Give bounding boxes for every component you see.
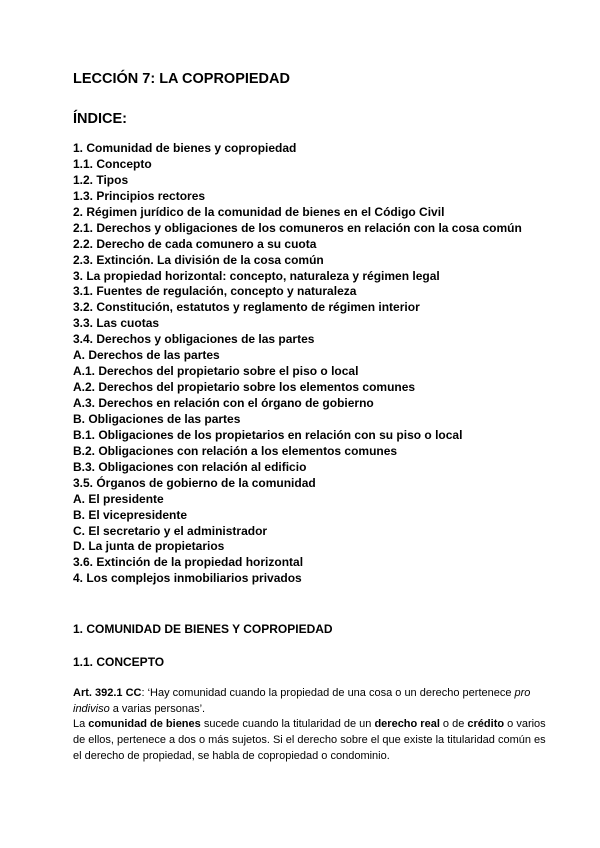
- toc-item: A.2. Derechos del propietario sobre los elementos comunes: [73, 380, 416, 395]
- bold-term: derecho real: [374, 718, 440, 730]
- paragraph-text: La: [73, 718, 89, 730]
- toc-item: 3. La propiedad horizontal: concepto, naturaleza y régimen legal: [73, 268, 440, 283]
- toc-item: A. Derechos de las partes: [73, 348, 220, 363]
- toc-item: 3.5. Órganos de gobierno de la comunidad: [73, 475, 316, 490]
- toc-item: 3.6. Extinción de la propiedad horizontal: [73, 555, 304, 570]
- toc-item: 1.3. Principios rectores: [73, 188, 206, 203]
- toc-item: 3.1. Fuentes de regulación, concepto y naturaleza: [73, 284, 357, 299]
- quote-italic-term: pro indiviso: [73, 687, 531, 715]
- paragraph-text: o de: [439, 718, 468, 730]
- toc-item: B.2. Obligaciones con relación a los elementos comunes: [73, 443, 398, 458]
- bold-term: crédito: [467, 718, 505, 730]
- paragraph-text: sucede cuando la titularidad de un: [200, 718, 375, 730]
- toc-item: 3.3. Las cuotas: [73, 316, 160, 331]
- index-heading: ÍNDICE:: [73, 111, 127, 127]
- toc-item: D. La junta de propietarios: [73, 539, 225, 554]
- toc-item: C. El secretario y el administrador: [73, 523, 268, 538]
- toc-item: A.1. Derechos del propietario sobre el piso o local: [73, 364, 359, 379]
- toc-item: 2.2. Derecho de cada comunero a su cuota: [73, 236, 317, 251]
- page-title: LECCIÓN 7: LA COPROPIEDAD: [73, 71, 290, 87]
- paragraph-text: o varios de ellos, pertenece a dos o más sujetos. Si el derecho sobre el que existe la titularidad común es el derecho de propiedad, se habla de copropiedad o condominio.: [73, 718, 546, 762]
- toc-item: A. El presidente: [73, 491, 164, 506]
- toc-item: B. El vicepresidente: [73, 507, 188, 522]
- section-heading: 1. COMUNIDAD DE BIENES Y COPROPIEDAD: [73, 622, 333, 636]
- toc-item: B. Obligaciones de las partes: [73, 411, 241, 426]
- toc-item: 2.1. Derechos y obligaciones de los comuneros en relación con la cosa común: [73, 220, 522, 235]
- quote-text-end: a varias personas’.: [109, 703, 206, 715]
- toc-item: 2.3. Extinción. La división de la cosa común: [73, 252, 324, 267]
- toc-item: 2. Régimen jurídico de la comunidad de bienes en el Código Civil: [73, 204, 445, 219]
- toc-item: B.3. Obligaciones con relación al edificio: [73, 459, 307, 474]
- subsection-heading: 1.1. CONCEPTO: [73, 655, 165, 669]
- toc-item: 1.2. Tipos: [73, 172, 129, 187]
- table-of-contents: [73, 141, 522, 587]
- article-reference: Art. 392.1 CC: [73, 687, 142, 699]
- toc-item: 4. Los complejos inmobiliarios privados: [73, 571, 302, 586]
- bold-term: comunidad de bienes: [88, 718, 201, 730]
- quote-text: : ‘Hay comunidad cuando la propiedad de una cosa o un derecho pertenece: [141, 687, 515, 699]
- toc-item: B.1. Obligaciones de los propietarios en relación con su piso o local: [73, 427, 463, 442]
- toc-item: 3.4. Derechos y obligaciones de las partes: [73, 332, 315, 347]
- toc-item: A.3. Derechos en relación con el órgano de gobierno: [73, 396, 374, 410]
- toc-item: 1. Comunidad de bienes y copropiedad: [73, 141, 297, 155]
- toc-item: 1.1. Concepto: [73, 156, 152, 171]
- toc-item: 3.2. Constitución, estatutos y reglamento de régimen interior: [73, 300, 420, 315]
- article-quote: [73, 685, 548, 717]
- definition-paragraph: [73, 716, 548, 764]
